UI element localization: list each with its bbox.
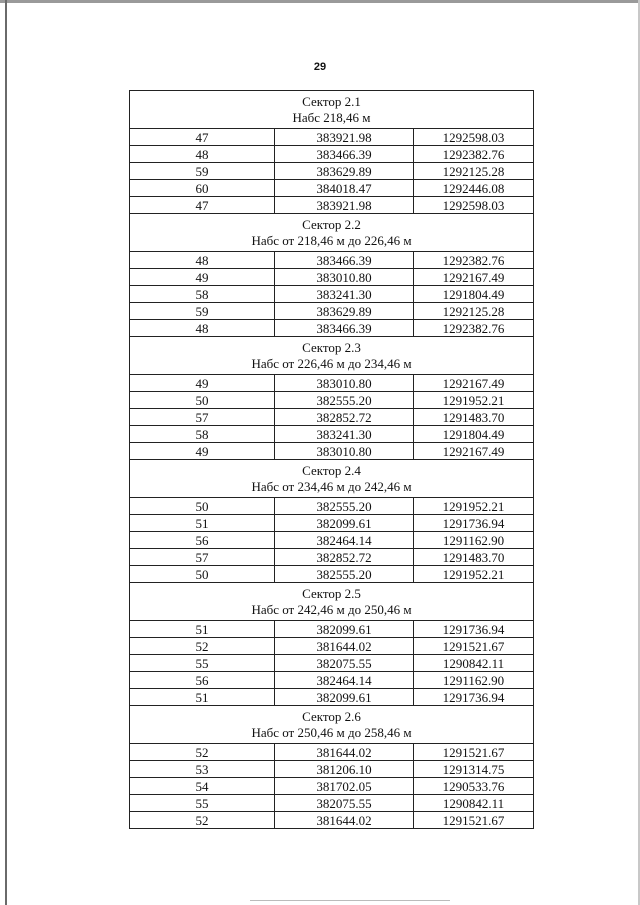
- x-coordinate-cell: 382555.20: [275, 498, 414, 515]
- sector-header-cell: [130, 706, 534, 744]
- y-coordinate-cell: 1291736.94: [414, 689, 534, 706]
- y-coordinate-cell: 1291162.90: [414, 672, 534, 689]
- sector-title: Сектор 2.2: [302, 216, 361, 232]
- table-row: [130, 778, 534, 795]
- point-number-cell: 47: [130, 129, 275, 146]
- table-row: [130, 197, 534, 214]
- point-number-cell: 50: [130, 392, 275, 409]
- table-row: [130, 286, 534, 303]
- x-coordinate-cell: 382075.55: [275, 655, 414, 672]
- point-number-cell: 51: [130, 515, 275, 532]
- x-coordinate-cell: 382075.55: [275, 795, 414, 812]
- table-row: [130, 426, 534, 443]
- table-row: [130, 515, 534, 532]
- table-row: [130, 303, 534, 320]
- sector-elevation: Набс от 234,46 м до 242,46 м: [251, 478, 412, 494]
- point-number-cell: 48: [130, 320, 275, 337]
- sector-header-cell: [130, 460, 534, 498]
- scan-left-edge: [5, 0, 7, 905]
- x-coordinate-cell: 383466.39: [275, 320, 414, 337]
- point-number-cell: 49: [130, 269, 275, 286]
- point-number-cell: 50: [130, 498, 275, 515]
- point-number-cell: 58: [130, 426, 275, 443]
- table-row: [130, 812, 534, 829]
- x-coordinate-cell: 382555.20: [275, 392, 414, 409]
- point-number-cell: 56: [130, 672, 275, 689]
- sector-header-cell: [130, 91, 534, 129]
- x-coordinate-cell: 383466.39: [275, 252, 414, 269]
- point-number-cell: 47: [130, 197, 275, 214]
- y-coordinate-cell: 1291736.94: [414, 621, 534, 638]
- sector-header-row: [130, 583, 534, 621]
- table-row: [130, 392, 534, 409]
- sector-elevation: Набс от 218,46 м до 226,46 м: [251, 232, 412, 248]
- point-number-cell: 52: [130, 744, 275, 761]
- y-coordinate-cell: 1292125.28: [414, 163, 534, 180]
- x-coordinate-cell: 383921.98: [275, 129, 414, 146]
- sector-elevation: Набс 218,46 м: [292, 109, 371, 125]
- point-number-cell: 59: [130, 303, 275, 320]
- table-row: [130, 655, 534, 672]
- y-coordinate-cell: 1291521.67: [414, 812, 534, 829]
- scan-bottom-mark: [250, 900, 450, 901]
- point-number-cell: 51: [130, 621, 275, 638]
- sector-header-cell: [130, 583, 534, 621]
- point-number-cell: 55: [130, 795, 275, 812]
- x-coordinate-cell: 383629.89: [275, 163, 414, 180]
- y-coordinate-cell: 1290533.76: [414, 778, 534, 795]
- point-number-cell: 60: [130, 180, 275, 197]
- y-coordinate-cell: 1292125.28: [414, 303, 534, 320]
- point-number-cell: 48: [130, 252, 275, 269]
- x-coordinate-cell: 383629.89: [275, 303, 414, 320]
- y-coordinate-cell: 1292598.03: [414, 197, 534, 214]
- x-coordinate-cell: 382852.72: [275, 549, 414, 566]
- sector-header-row: [130, 706, 534, 744]
- table-row: [130, 180, 534, 197]
- point-number-cell: 57: [130, 409, 275, 426]
- sector-elevation: Набс от 250,46 м до 258,46 м: [251, 724, 412, 740]
- table-row: [130, 409, 534, 426]
- table-row: [130, 566, 534, 583]
- y-coordinate-cell: 1291483.70: [414, 409, 534, 426]
- y-coordinate-cell: 1291804.49: [414, 426, 534, 443]
- coordinates-table: [129, 90, 534, 829]
- x-coordinate-cell: 381644.02: [275, 812, 414, 829]
- y-coordinate-cell: 1291162.90: [414, 532, 534, 549]
- sector-header-row: [130, 214, 534, 252]
- x-coordinate-cell: 382555.20: [275, 566, 414, 583]
- sector-header-row: [130, 337, 534, 375]
- point-number-cell: 51: [130, 689, 275, 706]
- x-coordinate-cell: 381644.02: [275, 638, 414, 655]
- y-coordinate-cell: 1291952.21: [414, 498, 534, 515]
- table-row: [130, 163, 534, 180]
- y-coordinate-cell: 1291736.94: [414, 515, 534, 532]
- x-coordinate-cell: 383010.80: [275, 269, 414, 286]
- x-coordinate-cell: 383241.30: [275, 426, 414, 443]
- x-coordinate-cell: 382852.72: [275, 409, 414, 426]
- y-coordinate-cell: 1292446.08: [414, 180, 534, 197]
- scan-top-edge: [0, 0, 640, 3]
- point-number-cell: 57: [130, 549, 275, 566]
- point-number-cell: 55: [130, 655, 275, 672]
- sector-title: Сектор 2.5: [302, 585, 361, 601]
- page-number: 29: [313, 61, 327, 73]
- sector-header-row: [130, 460, 534, 498]
- table-row: [130, 269, 534, 286]
- point-number-cell: 53: [130, 761, 275, 778]
- table-row: [130, 621, 534, 638]
- table-row: [130, 761, 534, 778]
- table-row: [130, 672, 534, 689]
- y-coordinate-cell: 1292167.49: [414, 443, 534, 460]
- y-coordinate-cell: 1291952.21: [414, 566, 534, 583]
- table-row: [130, 375, 534, 392]
- table-row: [130, 638, 534, 655]
- sector-elevation: Набс от 242,46 м до 250,46 м: [251, 601, 412, 617]
- point-number-cell: 52: [130, 812, 275, 829]
- x-coordinate-cell: 382099.61: [275, 689, 414, 706]
- x-coordinate-cell: 382099.61: [275, 621, 414, 638]
- table-row: [130, 443, 534, 460]
- y-coordinate-cell: 1292382.76: [414, 146, 534, 163]
- table-row: [130, 549, 534, 566]
- sector-header-cell: [130, 337, 534, 375]
- table-row: [130, 498, 534, 515]
- x-coordinate-cell: 382099.61: [275, 515, 414, 532]
- y-coordinate-cell: 1292598.03: [414, 129, 534, 146]
- table-row: [130, 532, 534, 549]
- sector-elevation: Набс от 226,46 м до 234,46 м: [251, 355, 412, 371]
- y-coordinate-cell: 1290842.11: [414, 795, 534, 812]
- point-number-cell: 54: [130, 778, 275, 795]
- point-number-cell: 52: [130, 638, 275, 655]
- x-coordinate-cell: 383921.98: [275, 197, 414, 214]
- y-coordinate-cell: 1291804.49: [414, 286, 534, 303]
- table-row: [130, 744, 534, 761]
- x-coordinate-cell: 381644.02: [275, 744, 414, 761]
- x-coordinate-cell: 382464.14: [275, 672, 414, 689]
- x-coordinate-cell: 382464.14: [275, 532, 414, 549]
- point-number-cell: 56: [130, 532, 275, 549]
- y-coordinate-cell: 1291314.75: [414, 761, 534, 778]
- x-coordinate-cell: 381206.10: [275, 761, 414, 778]
- x-coordinate-cell: 381702.05: [275, 778, 414, 795]
- point-number-cell: 49: [130, 443, 275, 460]
- y-coordinate-cell: 1292382.76: [414, 320, 534, 337]
- table-row: [130, 689, 534, 706]
- point-number-cell: 58: [130, 286, 275, 303]
- sector-title: Сектор 2.3: [302, 339, 361, 355]
- point-number-cell: 50: [130, 566, 275, 583]
- point-number-cell: 59: [130, 163, 275, 180]
- x-coordinate-cell: 383010.80: [275, 375, 414, 392]
- y-coordinate-cell: 1292382.76: [414, 252, 534, 269]
- y-coordinate-cell: 1291521.67: [414, 638, 534, 655]
- table-row: [130, 252, 534, 269]
- sector-title: Сектор 2.1: [302, 93, 361, 109]
- y-coordinate-cell: 1292167.49: [414, 269, 534, 286]
- sector-header-cell: [130, 214, 534, 252]
- y-coordinate-cell: 1292167.49: [414, 375, 534, 392]
- sector-title: Сектор 2.4: [302, 462, 361, 478]
- table-row: [130, 129, 534, 146]
- coordinates-table-body: [130, 91, 534, 829]
- y-coordinate-cell: 1291952.21: [414, 392, 534, 409]
- y-coordinate-cell: 1290842.11: [414, 655, 534, 672]
- x-coordinate-cell: 383466.39: [275, 146, 414, 163]
- y-coordinate-cell: 1291483.70: [414, 549, 534, 566]
- x-coordinate-cell: 384018.47: [275, 180, 414, 197]
- point-number-cell: 48: [130, 146, 275, 163]
- sector-title: Сектор 2.6: [302, 708, 361, 724]
- table-row: [130, 320, 534, 337]
- x-coordinate-cell: 383241.30: [275, 286, 414, 303]
- x-coordinate-cell: 383010.80: [275, 443, 414, 460]
- y-coordinate-cell: 1291521.67: [414, 744, 534, 761]
- sector-header-row: [130, 91, 534, 129]
- table-row: [130, 146, 534, 163]
- point-number-cell: 49: [130, 375, 275, 392]
- table-row: [130, 795, 534, 812]
